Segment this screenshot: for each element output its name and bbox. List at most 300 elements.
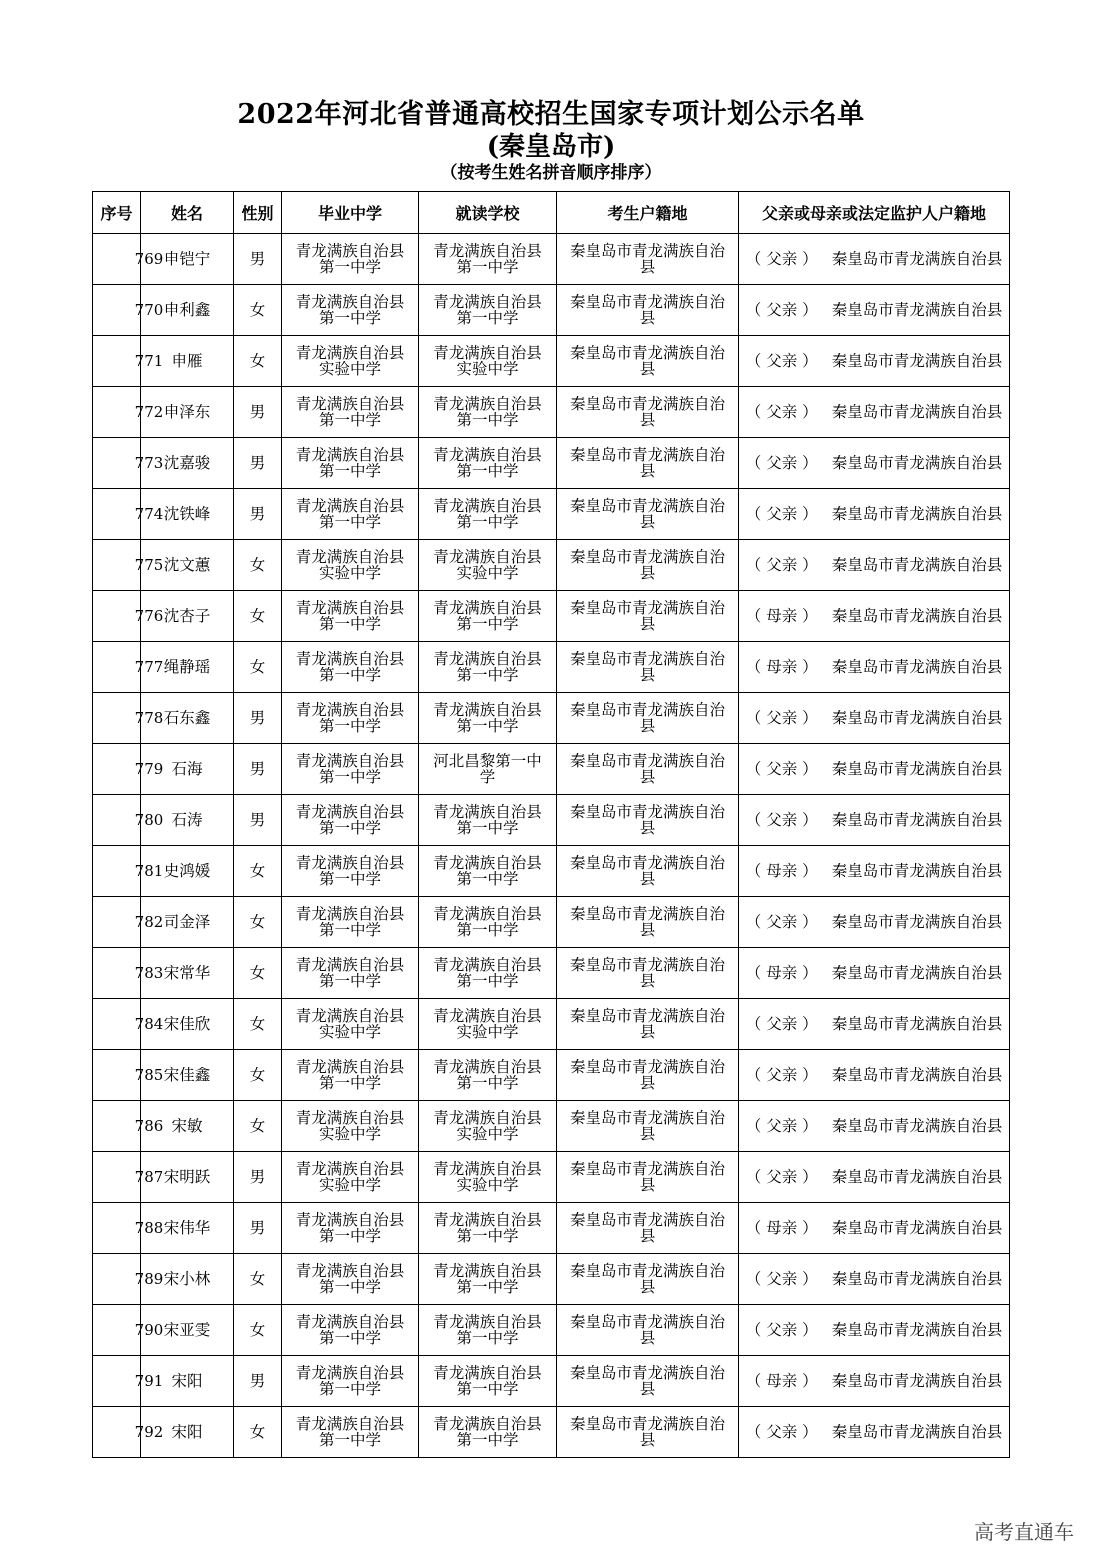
cell-graduated-school (282, 744, 419, 795)
cell-name-text: 石涛 (171, 811, 203, 829)
cell-name-text: 宋佳欣 (163, 1015, 211, 1033)
cell-hukou (557, 1152, 739, 1203)
cell-hukou (557, 642, 739, 693)
parent-relation: 父亲 (766, 454, 798, 472)
cell-graduated-school-text: 青龙满族自治县第一中学 (295, 599, 405, 633)
cell-serial-text: 774 (134, 505, 164, 523)
table-row (93, 234, 1010, 285)
cell-current-school-text: 青龙满族自治县第一中学 (433, 599, 542, 633)
cell-serial (93, 336, 164, 387)
cell-hukou (557, 1407, 739, 1458)
cell-serial-text: 778 (134, 709, 164, 727)
cell-sex (234, 1356, 282, 1407)
cell-current-school (419, 234, 557, 285)
cell-serial (93, 693, 164, 744)
cell-current-school (419, 489, 557, 540)
cell-graduated-school (282, 1305, 419, 1356)
document-subtitle-city: (秦皇岛市) (486, 132, 616, 162)
cell-current-school (419, 1407, 557, 1458)
cell-sex (234, 642, 282, 693)
cell-graduated-school (282, 1050, 419, 1101)
cell-graduated-school-text: 青龙满族自治县第一中学 (295, 905, 405, 939)
table-row (93, 693, 1010, 744)
cell-name-text: 宋敏 (171, 1117, 203, 1135)
parent-hukou-location: 秦皇岛市青龙满族自治县 (831, 1270, 1003, 1288)
cell-current-school (419, 1356, 557, 1407)
parent-relation: 父亲 (766, 1066, 798, 1084)
cell-serial-text: 770 (134, 301, 164, 319)
cell-parent-hukou: （ 父亲 ） 秦皇岛市青龙满族自治县 (739, 1050, 1010, 1101)
cell-current-school-text: 青龙满族自治县第一中学 (433, 446, 542, 480)
cell-parent-hukou: （ 父亲 ） 秦皇岛市青龙满族自治县 (739, 999, 1010, 1050)
cell-graduated-school-text: 青龙满族自治县第一中学 (295, 1313, 405, 1347)
cell-sex (234, 999, 282, 1050)
cell-current-school-text: 青龙满族自治县第一中学 (433, 395, 542, 429)
cell-hukou-text: 秦皇岛市青龙满族自治县 (569, 1160, 725, 1194)
cell-graduated-school (282, 1203, 419, 1254)
cell-sex-text: 女 (249, 1423, 266, 1441)
parent-hukou-location: 秦皇岛市青龙满族自治县 (831, 1168, 1003, 1186)
cell-hukou-text: 秦皇岛市青龙满族自治县 (569, 701, 725, 735)
cell-parent-hukou: （ 母亲 ） 秦皇岛市青龙满族自治县 (739, 642, 1010, 693)
cell-sex (234, 744, 282, 795)
cell-serial-text: 776 (134, 607, 164, 625)
cell-serial (93, 1254, 164, 1305)
cell-hukou (557, 438, 739, 489)
cell-serial (93, 1101, 164, 1152)
cell-graduated-school-text: 青龙满族自治县第一中学 (295, 395, 405, 429)
parent-hukou-location: 秦皇岛市青龙满族自治县 (831, 607, 1003, 625)
cell-parent-hukou: （ 父亲 ） 秦皇岛市青龙满族自治县 (739, 1305, 1010, 1356)
cell-hukou (557, 897, 739, 948)
cell-sex (234, 1254, 282, 1305)
cell-hukou-text: 秦皇岛市青龙满族自治县 (569, 1211, 725, 1245)
cell-serial (93, 234, 164, 285)
cell-name-text: 沈杏子 (163, 607, 211, 625)
cell-hukou-text: 秦皇岛市青龙满族自治县 (569, 803, 725, 837)
cell-graduated-school (282, 1152, 419, 1203)
cell-graduated-school (282, 1101, 419, 1152)
parent-hukou-location: 秦皇岛市青龙满族自治县 (831, 403, 1003, 421)
cell-sex (234, 285, 282, 336)
cell-current-school (419, 285, 557, 336)
cell-serial-text: 781 (134, 862, 164, 880)
cell-sex (234, 489, 282, 540)
cell-current-school-text: 青龙满族自治县第一中学 (433, 803, 542, 837)
cell-graduated-school-text: 青龙满族自治县实验中学 (295, 1007, 405, 1041)
cell-graduated-school-text: 青龙满族自治县第一中学 (295, 293, 405, 327)
cell-hukou (557, 1050, 739, 1101)
cell-graduated-school-text: 青龙满族自治县第一中学 (295, 650, 405, 684)
cell-parent-hukou: （ 父亲 ） 秦皇岛市青龙满族自治县 (739, 1254, 1010, 1305)
cell-graduated-school-text: 青龙满族自治县第一中学 (295, 956, 405, 990)
cell-hukou-text: 秦皇岛市青龙满族自治县 (569, 1109, 725, 1143)
cell-sex (234, 1407, 282, 1458)
cell-name-text: 申铠宁 (163, 250, 211, 268)
cell-hukou (557, 540, 739, 591)
cell-sex-text: 男 (249, 250, 266, 268)
cell-hukou (557, 234, 739, 285)
table-row (93, 336, 1010, 387)
cell-sex-text: 男 (249, 760, 266, 778)
parent-hukou-location: 秦皇岛市青龙满族自治县 (831, 1372, 1003, 1390)
parent-hukou-location: 秦皇岛市青龙满族自治县 (831, 658, 1003, 676)
cell-serial (93, 1203, 164, 1254)
cell-sex-text: 男 (249, 505, 266, 523)
cell-sex-text: 女 (249, 556, 266, 574)
cell-serial (93, 744, 164, 795)
table-row (93, 642, 1010, 693)
cell-serial (93, 387, 164, 438)
cell-current-school (419, 1050, 557, 1101)
header-name: 姓名 (141, 192, 234, 234)
cell-parent-hukou: （ 父亲 ） 秦皇岛市青龙满族自治县 (739, 438, 1010, 489)
cell-name-text: 申泽东 (163, 403, 211, 421)
cell-sex-text: 女 (249, 862, 266, 880)
header-graduated-school: 毕业中学 (282, 192, 419, 234)
cell-graduated-school (282, 1356, 419, 1407)
cell-serial (93, 489, 164, 540)
cell-sex-text: 女 (249, 352, 266, 370)
cell-sex-text: 男 (249, 1372, 266, 1390)
cell-serial (93, 1356, 164, 1407)
cell-parent-hukou: （ 母亲 ） 秦皇岛市青龙满族自治县 (739, 1203, 1010, 1254)
cell-sex-text: 女 (249, 913, 266, 931)
cell-current-school-text: 青龙满族自治县第一中学 (433, 1364, 542, 1398)
cell-parent-hukou: （ 父亲 ） 秦皇岛市青龙满族自治县 (739, 234, 1010, 285)
cell-serial (93, 285, 164, 336)
cell-serial-text: 777 (134, 658, 164, 676)
cell-name-text: 宋阳 (171, 1372, 203, 1390)
parent-relation: 父亲 (766, 1117, 798, 1135)
cell-hukou (557, 489, 739, 540)
cell-hukou (557, 387, 739, 438)
cell-hukou-text: 秦皇岛市青龙满族自治县 (569, 956, 725, 990)
table-header-row (93, 192, 1010, 234)
cell-sex (234, 693, 282, 744)
parent-relation: 父亲 (766, 352, 798, 370)
cell-graduated-school (282, 540, 419, 591)
watermark: 高考直通车 (974, 1520, 1074, 1544)
cell-current-school-text: 青龙满族自治县第一中学 (433, 1211, 542, 1245)
cell-current-school (419, 999, 557, 1050)
cell-graduated-school-text: 青龙满族自治县实验中学 (295, 1160, 405, 1194)
parent-relation: 父亲 (766, 1423, 798, 1441)
cell-serial (93, 1305, 164, 1356)
cell-name-text: 沈文蕙 (163, 556, 211, 574)
cell-current-school-text: 青龙满族自治县第一中学 (433, 1313, 542, 1347)
cell-graduated-school-text: 青龙满族自治县第一中学 (295, 446, 405, 480)
cell-graduated-school-text: 青龙满族自治县第一中学 (295, 752, 405, 786)
header-parent-hukou: 父亲或母亲或法定监护人户籍地 (739, 192, 1010, 234)
parent-relation: 母亲 (766, 862, 798, 880)
cell-graduated-school (282, 795, 419, 846)
cell-hukou (557, 1203, 739, 1254)
cell-current-school (419, 387, 557, 438)
cell-current-school-text: 青龙满族自治县实验中学 (433, 344, 542, 378)
cell-serial-text: 779 (134, 760, 164, 778)
cell-graduated-school (282, 387, 419, 438)
cell-graduated-school-text: 青龙满族自治县第一中学 (295, 854, 405, 888)
parent-relation: 父亲 (766, 1015, 798, 1033)
cell-hukou-text: 秦皇岛市青龙满族自治县 (569, 650, 725, 684)
parent-hukou-location: 秦皇岛市青龙满族自治县 (831, 709, 1003, 727)
parent-relation: 父亲 (766, 250, 798, 268)
cell-current-school-text: 青龙满族自治县第一中学 (433, 293, 542, 327)
cell-serial-text: 787 (134, 1168, 164, 1186)
cell-current-school-text: 青龙满族自治县第一中学 (433, 956, 542, 990)
parent-relation: 母亲 (766, 607, 798, 625)
cell-hukou (557, 846, 739, 897)
cell-hukou-text: 秦皇岛市青龙满族自治县 (569, 446, 725, 480)
cell-current-school-text: 青龙满族自治县第一中学 (433, 242, 542, 276)
cell-hukou-text: 秦皇岛市青龙满族自治县 (569, 548, 725, 582)
cell-parent-hukou: （ 父亲 ） 秦皇岛市青龙满族自治县 (739, 387, 1010, 438)
cell-name-text: 沈铁峰 (163, 505, 211, 523)
cell-sex (234, 387, 282, 438)
cell-hukou-text: 秦皇岛市青龙满族自治县 (569, 854, 725, 888)
cell-sex (234, 1050, 282, 1101)
cell-serial-text: 780 (134, 811, 164, 829)
cell-current-school-text: 青龙满族自治县第一中学 (433, 905, 542, 939)
cell-name-text: 史鸿媛 (163, 862, 211, 880)
cell-current-school-text: 青龙满族自治县实验中学 (433, 1160, 542, 1194)
cell-serial (93, 999, 164, 1050)
cell-current-school-text: 青龙满族自治县第一中学 (433, 701, 542, 735)
cell-hukou (557, 336, 739, 387)
cell-serial-text: 775 (134, 556, 164, 574)
parent-hukou-location: 秦皇岛市青龙满族自治县 (831, 556, 1003, 574)
cell-current-school (419, 1152, 557, 1203)
cell-serial (93, 948, 164, 999)
cell-hukou-text: 秦皇岛市青龙满族自治县 (569, 1313, 725, 1347)
cell-sex (234, 1305, 282, 1356)
cell-graduated-school-text: 青龙满族自治县第一中学 (295, 1211, 405, 1245)
table-row (93, 489, 1010, 540)
cell-current-school (419, 1305, 557, 1356)
parent-hukou-location: 秦皇岛市青龙满族自治县 (831, 352, 1003, 370)
table-row (93, 591, 1010, 642)
cell-graduated-school (282, 897, 419, 948)
cell-serial-text: 784 (134, 1015, 164, 1033)
cell-parent-hukou: （ 父亲 ） 秦皇岛市青龙满族自治县 (739, 795, 1010, 846)
cell-sex (234, 1152, 282, 1203)
cell-current-school (419, 693, 557, 744)
cell-name-text: 宋亚雯 (163, 1321, 211, 1339)
cell-graduated-school-text: 青龙满族自治县第一中学 (295, 497, 405, 531)
parent-relation: 父亲 (766, 556, 798, 574)
cell-serial-text: 792 (134, 1423, 164, 1441)
cell-parent-hukou: （ 父亲 ） 秦皇岛市青龙满族自治县 (739, 1152, 1010, 1203)
cell-serial (93, 1152, 164, 1203)
parent-hukou-location: 秦皇岛市青龙满族自治县 (831, 913, 1003, 931)
parent-hukou-location: 秦皇岛市青龙满族自治县 (831, 1117, 1003, 1135)
table-row (93, 1356, 1010, 1407)
table-row (93, 540, 1010, 591)
cell-serial (93, 642, 164, 693)
parent-hukou-location: 秦皇岛市青龙满族自治县 (831, 505, 1003, 523)
cell-graduated-school-text: 青龙满族自治县第一中学 (295, 701, 405, 735)
cell-graduated-school (282, 1254, 419, 1305)
cell-parent-hukou: （ 父亲 ） 秦皇岛市青龙满族自治县 (739, 540, 1010, 591)
cell-sex-text: 男 (249, 454, 266, 472)
cell-name-text: 司金泽 (163, 913, 211, 931)
cell-graduated-school (282, 642, 419, 693)
cell-hukou (557, 948, 739, 999)
cell-current-school (419, 897, 557, 948)
cell-graduated-school-text: 青龙满族自治县第一中学 (295, 1058, 405, 1092)
cell-name-text: 宋阳 (171, 1423, 203, 1441)
cell-hukou (557, 1101, 739, 1152)
parent-relation: 父亲 (766, 301, 798, 319)
parent-hukou-location: 秦皇岛市青龙满族自治县 (831, 250, 1003, 268)
roster-table (92, 191, 1010, 1458)
cell-serial-text: 772 (134, 403, 164, 421)
table-row (93, 1305, 1010, 1356)
cell-hukou (557, 285, 739, 336)
table-row (93, 1152, 1010, 1203)
table-row (93, 1254, 1010, 1305)
cell-serial (93, 846, 164, 897)
table-row (93, 846, 1010, 897)
cell-hukou-text: 秦皇岛市青龙满族自治县 (569, 1415, 725, 1449)
cell-sex (234, 336, 282, 387)
cell-current-school-text: 青龙满族自治县第一中学 (433, 1262, 542, 1296)
cell-current-school-text: 青龙满族自治县实验中学 (433, 1109, 542, 1143)
cell-sex (234, 234, 282, 285)
parent-hukou-location: 秦皇岛市青龙满族自治县 (831, 1219, 1003, 1237)
parent-hukou-location: 秦皇岛市青龙满族自治县 (831, 1066, 1003, 1084)
cell-serial-text: 782 (134, 913, 164, 931)
cell-graduated-school (282, 285, 419, 336)
parent-hukou-location: 秦皇岛市青龙满族自治县 (831, 1321, 1003, 1339)
cell-sex-text: 女 (249, 301, 266, 319)
cell-name-text: 宋伟华 (163, 1219, 211, 1237)
cell-hukou-text: 秦皇岛市青龙满族自治县 (569, 293, 725, 327)
cell-serial-text: 790 (134, 1321, 164, 1339)
cell-current-school (419, 846, 557, 897)
cell-graduated-school (282, 438, 419, 489)
cell-serial-text: 788 (134, 1219, 164, 1237)
cell-hukou (557, 795, 739, 846)
table-row (93, 744, 1010, 795)
parent-relation: 父亲 (766, 709, 798, 727)
cell-sex (234, 591, 282, 642)
cell-current-school (419, 1101, 557, 1152)
cell-hukou-text: 秦皇岛市青龙满族自治县 (569, 1364, 725, 1398)
cell-sex-text: 男 (249, 1168, 266, 1186)
cell-graduated-school (282, 591, 419, 642)
parent-hukou-location: 秦皇岛市青龙满族自治县 (831, 454, 1003, 472)
parent-relation: 父亲 (766, 1168, 798, 1186)
cell-current-school-text: 青龙满族自治县第一中学 (433, 497, 542, 531)
cell-name-text: 申利鑫 (163, 301, 211, 319)
cell-sex (234, 897, 282, 948)
cell-hukou (557, 693, 739, 744)
table-row (93, 387, 1010, 438)
cell-parent-hukou: （ 父亲 ） 秦皇岛市青龙满族自治县 (739, 693, 1010, 744)
cell-name-text: 石东鑫 (163, 709, 211, 727)
cell-sex (234, 948, 282, 999)
cell-name-text: 宋明跃 (163, 1168, 211, 1186)
cell-hukou-text: 秦皇岛市青龙满族自治县 (569, 1007, 725, 1041)
parent-relation: 母亲 (766, 1372, 798, 1390)
parent-relation: 父亲 (766, 1321, 798, 1339)
table-row (93, 438, 1010, 489)
parent-hukou-location: 秦皇岛市青龙满族自治县 (831, 964, 1003, 982)
cell-sex (234, 846, 282, 897)
cell-serial-text: 783 (134, 964, 164, 982)
cell-sex-text: 男 (249, 403, 266, 421)
cell-hukou-text: 秦皇岛市青龙满族自治县 (569, 1058, 725, 1092)
cell-serial (93, 897, 164, 948)
cell-name-text: 沈嘉骏 (163, 454, 211, 472)
cell-current-school-text: 河北昌黎第一中学 (433, 752, 542, 786)
cell-parent-hukou: （ 母亲 ） 秦皇岛市青龙满族自治县 (739, 1356, 1010, 1407)
cell-hukou-text: 秦皇岛市青龙满族自治县 (569, 242, 725, 276)
cell-serial (93, 540, 164, 591)
cell-hukou-text: 秦皇岛市青龙满族自治县 (569, 1262, 725, 1296)
cell-serial (93, 1407, 164, 1458)
cell-parent-hukou: （ 母亲 ） 秦皇岛市青龙满族自治县 (739, 948, 1010, 999)
parent-hukou-location: 秦皇岛市青龙满族自治县 (831, 1015, 1003, 1033)
cell-serial-text: 786 (134, 1117, 164, 1135)
cell-name-text: 申雁 (171, 352, 203, 370)
parent-relation: 母亲 (766, 658, 798, 676)
cell-sex (234, 795, 282, 846)
parent-hukou-location: 秦皇岛市青龙满族自治县 (831, 301, 1003, 319)
cell-current-school-text: 青龙满族自治县第一中学 (433, 1058, 542, 1092)
cell-parent-hukou: （ 母亲 ） 秦皇岛市青龙满族自治县 (739, 591, 1010, 642)
parent-hukou-location: 秦皇岛市青龙满族自治县 (831, 760, 1003, 778)
header-current-school: 就读学校 (419, 192, 557, 234)
header-sex: 性别 (234, 192, 282, 234)
cell-graduated-school (282, 693, 419, 744)
cell-sex-text: 女 (249, 1117, 266, 1135)
table-row (93, 1203, 1010, 1254)
cell-hukou-text: 秦皇岛市青龙满族自治县 (569, 395, 725, 429)
parent-relation: 父亲 (766, 403, 798, 421)
cell-serial-text: 771 (134, 352, 164, 370)
cell-current-school (419, 744, 557, 795)
cell-current-school (419, 336, 557, 387)
cell-current-school-text: 青龙满族自治县实验中学 (433, 1007, 542, 1041)
cell-current-school (419, 540, 557, 591)
cell-name-text: 宋小林 (163, 1270, 211, 1288)
cell-hukou (557, 999, 739, 1050)
cell-serial (93, 591, 164, 642)
cell-sex-text: 女 (249, 658, 266, 676)
cell-serial (93, 438, 164, 489)
document-sort-note: （按考生姓名拼音顺序排序） (440, 163, 662, 183)
cell-sex (234, 1203, 282, 1254)
parent-relation: 母亲 (766, 1219, 798, 1237)
cell-sex (234, 438, 282, 489)
cell-graduated-school-text: 青龙满族自治县第一中学 (295, 1415, 405, 1449)
cell-graduated-school (282, 999, 419, 1050)
parent-hukou-location: 秦皇岛市青龙满族自治县 (831, 1423, 1003, 1441)
cell-graduated-school-text: 青龙满族自治县实验中学 (295, 1109, 405, 1143)
cell-sex-text: 女 (249, 1015, 266, 1033)
document-title: 2022年河北省普通高校招生国家专项计划公示名单 (237, 99, 865, 130)
cell-sex-text: 女 (249, 1066, 266, 1084)
cell-hukou (557, 1356, 739, 1407)
table-row (93, 999, 1010, 1050)
cell-parent-hukou: （ 母亲 ） 秦皇岛市青龙满族自治县 (739, 846, 1010, 897)
cell-name-text: 石海 (171, 760, 203, 778)
cell-current-school (419, 1254, 557, 1305)
cell-parent-hukou: （ 父亲 ） 秦皇岛市青龙满族自治县 (739, 489, 1010, 540)
